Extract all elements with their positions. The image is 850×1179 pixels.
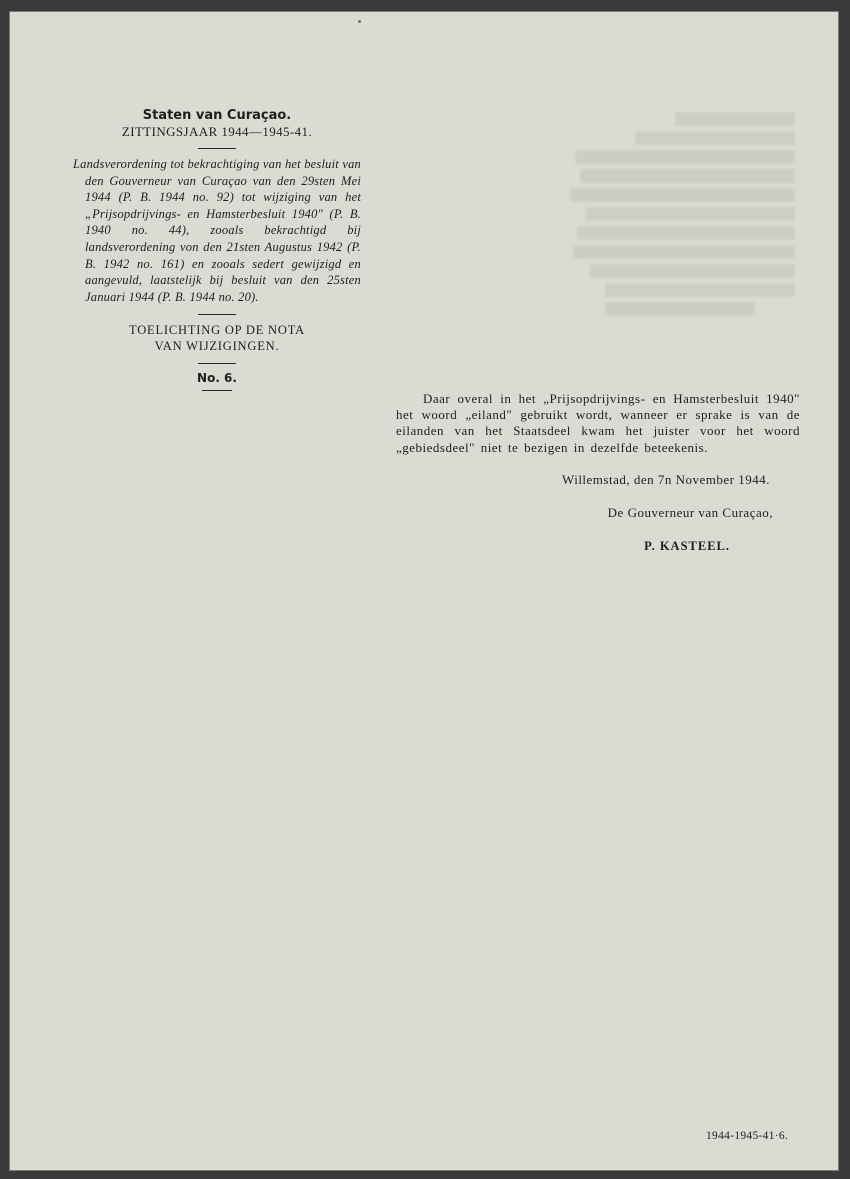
paper-speck <box>358 20 361 23</box>
place-and-date: Willemstad, den 7n November 1944. <box>561 471 770 487</box>
ordinance-description: Landsverordening tot bekrachtiging van het besluit van den Gouverneur van Curaçao van den 29sten Mei 1944 (P. B. 1944 no. 92) tot wijziging van het „Prijsopdrijvings- en Hamsterbesluit 1940" (P. B. 1940 no. 44), zooals bekrachtigd bij landsverordening von den 21sten Augustus 1942 (P. B. 1942 no. 161) en zooals sedert gewijzigd en aangevuld, laatstelijk bij besluit van den 25sten Januari 1944 (P. B. 1944 no. 20). <box>73 157 361 304</box>
section-heading-line-2: VAN WIJZIGINGEN. <box>154 339 280 354</box>
divider <box>198 148 236 149</box>
divider <box>198 314 236 315</box>
document-code: 1944-1945-41·6. <box>706 1130 789 1142</box>
explanation-paragraph: Daar overal in het „Prijsopdrijvings- en Hamsterbesluit 1940" het woord „eiland" gebruikt wordt, wanneer er sprake is van de eilanden van het Staatsdeel kwam het juister voor het woord „gebiedsdeel" niet te bezigen in dezelfde beteekenis. <box>396 391 800 455</box>
signatory-name: P. KASTEEL. <box>644 538 730 553</box>
document-title: Staten van Curaçao. <box>142 108 292 123</box>
left-column <box>73 108 361 391</box>
divider-short <box>202 390 232 391</box>
governor-title: De Gouverneur van Curaçao, <box>607 504 773 520</box>
document-number: No. 6. <box>197 371 237 386</box>
show-through-ghost-text <box>565 112 795 321</box>
divider <box>198 363 236 364</box>
document-page <box>10 12 838 1170</box>
section-heading-line-1: TOELICHTING OP DE NOTA <box>129 323 305 338</box>
session-year: ZITTINGSJAAR 1944—1945-41. <box>121 124 313 139</box>
right-column <box>396 391 800 554</box>
